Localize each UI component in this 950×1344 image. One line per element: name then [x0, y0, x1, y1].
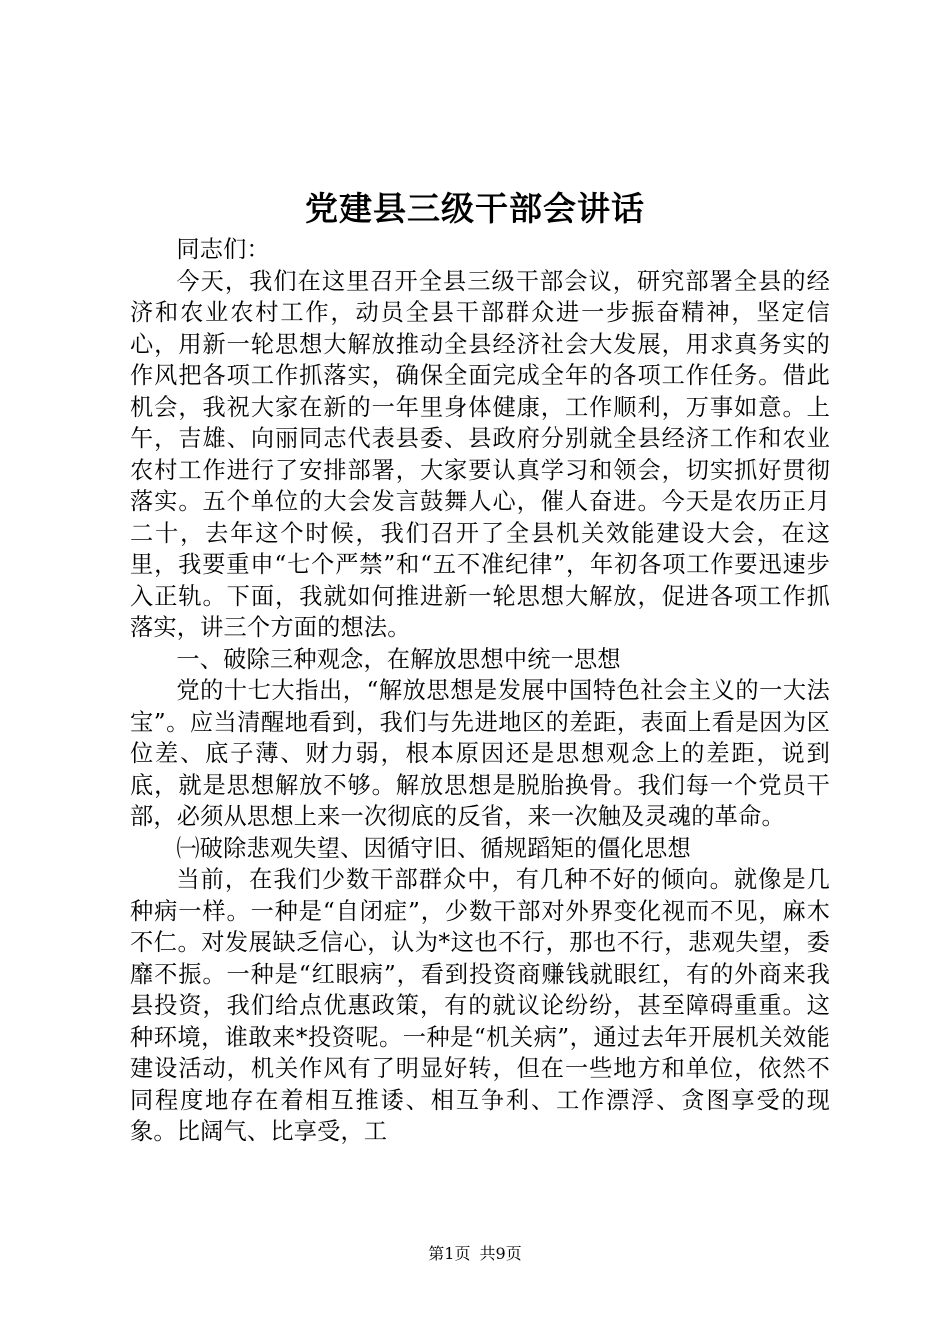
document-body: [130, 234, 830, 1148]
paragraph-section-1: 党的十七大指出，“解放思想是发展中国特色社会主义的一大法宝”。应当清醒地看到，我们与先进地区的差距，表面上看是因为区位差、底子薄、财力弱，根本原因还是思想观念上的差距，说到底，就是思想解放不够。解放思想是脱胎换骨。我们每一个党员干部，必须从思想上来一次彻底的反省，来一次触及灵魂的革命。: [130, 677, 830, 830]
paragraph-subsection-1: 当前，在我们少数干部群众中，有几种不好的倾向。就像是几种病一样。一种是“自闭症”，少数干部对外界变化视而不见，麻木不仁。对发展缺乏信心，认为*这也不行，那也不行，悲观失望，委靡不振。一种是“红眼病”，看到投资商赚钱就眼红，有的外商来我县投资，我们给点优惠政策，有的就议论纷纷，甚至障碍重重。这种环境，谁敢来*投资呢。一种是“机关病”，通过去年开展机关效能建设活动，机关作风有了明显好转，但在一些地方和单位，依然不同程度地存在着相互推诿、相互争利、工作漂浮、贪图享受的现象。比阔气、比享受，工: [130, 866, 830, 1145]
page-footer: [0, 1243, 950, 1265]
document-title: 党建县三级干部会讲话: [305, 189, 645, 228]
paragraph-opening: 今天，我们在这里召开全县三级干部会议，研究部署全县的经济和农业农村工作，动员全县干部群众进一步振奋精神，坚定信心，用新一轮思想大解放推动全县经济社会大发展，用求真务实的作风把各项工作抓落实，确保全面完成全年的各项工作任务。借此机会，我祝大家在新的一年里身体健康，工作顺利，万事如意。上午，吉雄、向丽同志代表县委、县政府分别就全县经济工作和农业农村工作进行了安排部署，大家要认真学习和领会，切实抓好贯彻落实。五个单位的大会发言鼓舞人心，催人奋进。今天是农历正月二十，去年这个时候，我们召开了全县机关效能建设大会，在这里，我要重申“七个严禁”和“五不准纪律”，年初各项工作要迅速步入正轨。下面，我就如何推进新一轮思想大解放，促进各项工作抓落实，讲三个方面的想法。: [130, 267, 830, 641]
page-total: 共9页: [479, 1244, 522, 1263]
page-number: 第1页: [428, 1244, 471, 1263]
salutation: 同志们：: [176, 236, 270, 263]
section-heading-1: 一、破除三种观念，在解放思想中统一思想: [176, 645, 621, 673]
subsection-heading-1: ㈠破除悲观失望、因循守旧、循规蹈矩的僵化思想: [176, 834, 691, 862]
